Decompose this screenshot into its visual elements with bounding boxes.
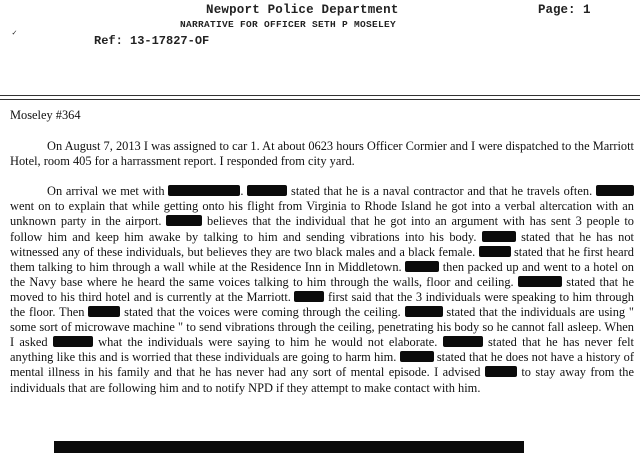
narrative-text: stated that he is a naval contractor and that he travels often. [291,184,593,199]
narrative-paragraph-1: On August 7, 2013 I was assigned to car 1. At about 0623 hours Officer Cormier and I were dispatched to the Marriott Hotel, room 405 for a harrassment report. I responded from city yard. [10,139,634,169]
redaction-bar [168,185,240,196]
narrative-text: stated that the individuals are using " some sort of microwave machine " to send vibrations through the ceiling, penetrating his body so he cannot fall asleep. When I asked [10,305,634,350]
redaction-bar [400,351,434,362]
page-number: Page: 1 [538,3,591,17]
redaction-bar [166,215,202,226]
redaction-bar [88,306,120,317]
redaction-bar [479,246,511,257]
redaction-bar [53,336,93,347]
reference-number: Ref: 13-17827-OF [94,34,210,48]
narrative-text: went on to explain that while getting onto his flight from Virginia to Rhode Island he got into a verbal altercation with an unknown party in the airport. [10,199,634,229]
redaction-bar [518,276,562,287]
narrative-title: NARRATIVE FOR OFFICER SETH P MOSELEY [180,19,397,30]
narrative-text: then packed up and went to a hotel on the Navy base where he heard the same voices talking to him through the walls, floor and ceiling. [10,259,634,289]
narrative-text: stated that he does not have a history of mental illness in his family and that he has never had any sort of mental episode. I advised [10,350,634,380]
officer-id: Moseley #364 [10,108,81,122]
narrative-text: stated that he has not witnessed any of these individuals, but believes they are two black males and a black female. [10,229,634,259]
report-header [0,0,640,96]
redaction-bar [485,366,517,377]
narrative-text: On arrival we met with [47,184,165,199]
check-mark-icon: ✓ [12,29,17,38]
narrative-text: believes that the individual that he got into an argument with has sent 3 people to follow him and keep him awake by talking to him and sending vibrations into his body. [10,214,634,244]
department-name: Newport Police Department [206,3,399,17]
redaction-bar [596,185,634,196]
narrative-text: stated that the voices were coming through the ceiling. [124,305,401,320]
narrative-text: first said that the 3 individuals were speaking to him through the floor. Then [10,289,634,320]
redaction-bar [405,306,443,317]
header-divider-bottom [0,99,640,100]
redaction-bar-bottom [54,441,524,453]
narrative-text: stated that he moved to his third hotel and is currently at the Marriott. [10,274,634,304]
narrative-text: stated that he has never felt anything like this and is worried that these individuals are going to harm him. [10,335,634,365]
header-divider-top [0,95,640,96]
redaction-bar [482,231,516,242]
narrative-text: to stay away from the individuals that are following him and to notify NPD if they attempt to make contact with him. [10,365,634,395]
narrative-text: stated that he first heard them talking to him through a wall while at the Residence Inn in Middletown. [10,244,634,274]
redaction-bar [294,291,324,302]
narrative-paragraph-2 [10,184,634,395]
narrative-body [10,108,634,411]
redaction-bar [247,185,287,196]
narrative-text: . [240,184,244,199]
redaction-bar [443,336,483,347]
redaction-bar [405,261,439,272]
narrative-text: what the individuals were saying to him he would not elaborate. [98,335,438,350]
